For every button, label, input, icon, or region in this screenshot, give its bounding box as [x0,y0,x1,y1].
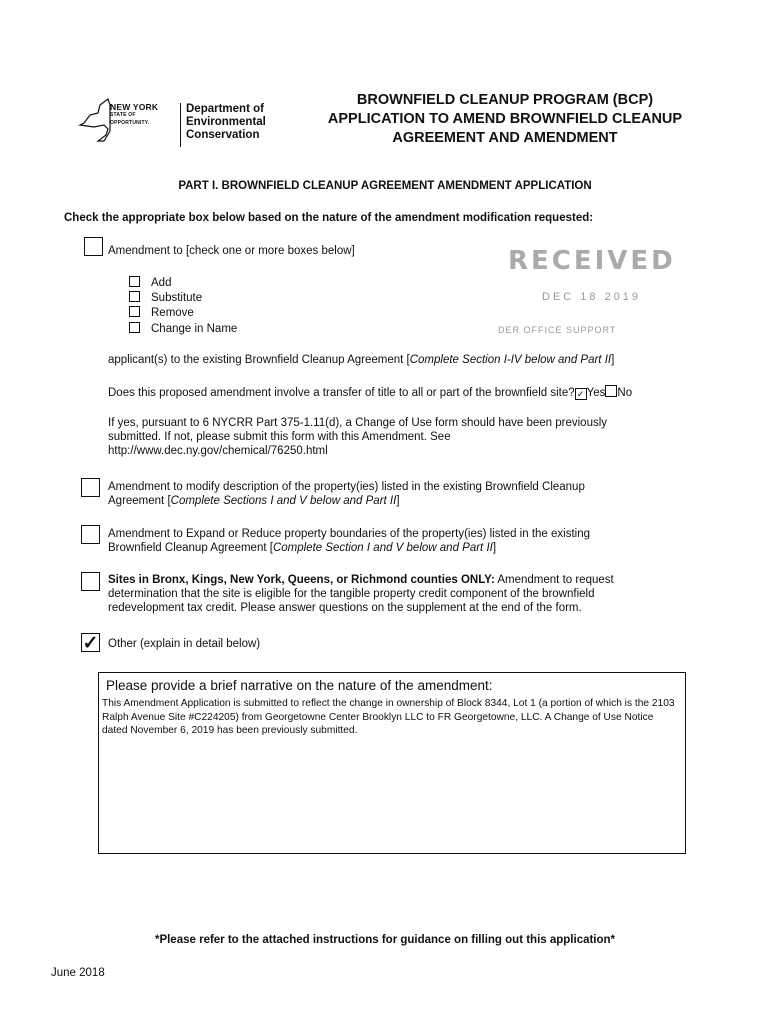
narrative-body: This Amendment Application is submitted to reflect the change in ownership of Block 8344, Lot 1 (a portion of which is the 2103 Ralph Avenue Site #C224205) from Georgetowne Center Brooklyn LLC to FR Georgetowne, LLC. A Change of Use Notice dated November 6, 2019 has been previously submitted. [102,698,675,736]
form-title: BROWNFIELD CLEANUP PROGRAM (BCP) APPLICATION TO AMEND BROWNFIELD CLEANUP AGREEMENT AND AMENDMENT [327,92,683,146]
expand-reduce-label: Amendment to Expand or Reduce property boundaries of the property(ies) listed in the existing Brownfield Cleanup Agreement [Complete Section I and V below and Part II] [108,528,590,554]
change-name-label: Change in Name [151,323,238,335]
narrative-heading: Please provide a brief narrative on the nature of the amendment: [106,678,493,693]
part-heading: PART I. BROWNFIELD CLEANUP AGREEMENT AMENDMENT APPLICATION [178,180,592,192]
received-stamp-date: DEC 18 2019 [542,291,642,303]
change-of-use-link[interactable]: http://www.dec.ny.gov/chemical/76250.html [108,445,328,457]
nys-map-icon [78,95,112,151]
sites-counties-checkbox[interactable] [81,572,100,591]
applicants-section-text: applicant(s) to the existing Brownfield Cleanup Agreement [Complete Section I-IV below and Part II] [108,354,615,366]
form-revision-date: June 2018 [51,967,105,979]
change-of-use-note: If yes, pursuant to 6 NYCRR Part 375-1.11(d), a Change of Use form should have been previously submitted. If not, please submit this form with this Amendment. See http://www.dec.ny.gov/chemical/76250.html [108,417,608,457]
add-checkbox[interactable] [129,276,140,287]
received-stamp-division: DER OFFICE SUPPORT [498,325,617,335]
add-label: Add [151,277,172,289]
modify-description-label: Amendment to modify description of the property(ies) listed in the existing Brownfield Cleanup Agreement [Complete Sections I and V below and Part II] [108,481,585,507]
sites-counties-label: Sites in Bronx, Kings, New York, Queens, or Richmond counties ONLY: Amendment to request determination that the site is eligible for the tangible property credit component of the brownfield redevelopment tax credit. Please answer questions on the supplement at the end of the form. [108,574,614,614]
transfer-question: Does this proposed amendment involve a transfer of title to all or part of the brownfield site? ✓ Yes No [108,387,633,399]
remove-checkbox[interactable] [129,306,140,317]
expand-reduce-checkbox[interactable] [81,525,100,544]
remove-label: Remove [151,307,194,319]
substitute-label: Substitute [151,292,203,304]
logo-department: Department of Environmental Conservation [186,103,266,141]
no-checkbox[interactable] [605,385,617,397]
modify-description-checkbox[interactable] [81,478,100,497]
logo-divider [180,103,181,147]
amend-applicants-checkbox[interactable] [84,237,103,256]
narrative-box[interactable] [98,672,686,854]
footer-note: *Please refer to the attached instructions for guidance on filling out this application* [154,934,616,946]
other-checkbox[interactable]: ✓ [82,633,99,654]
substitute-checkbox[interactable] [129,291,140,302]
dec-logo [78,95,278,155]
yes-checkbox[interactable]: ✓ [575,388,587,400]
logo-state-text: NEW YORK STATE OF OPPORTUNITY. [110,102,159,126]
instruction-text: Check the appropriate box below based on the nature of the amendment modification requested: [64,212,594,224]
received-stamp: RECEIVED [508,246,676,276]
amend-applicants-label: Amendment to [check one or more boxes below] [108,245,355,257]
other-label: Other (explain in detail below) [108,638,261,650]
change-name-checkbox[interactable] [129,322,140,333]
